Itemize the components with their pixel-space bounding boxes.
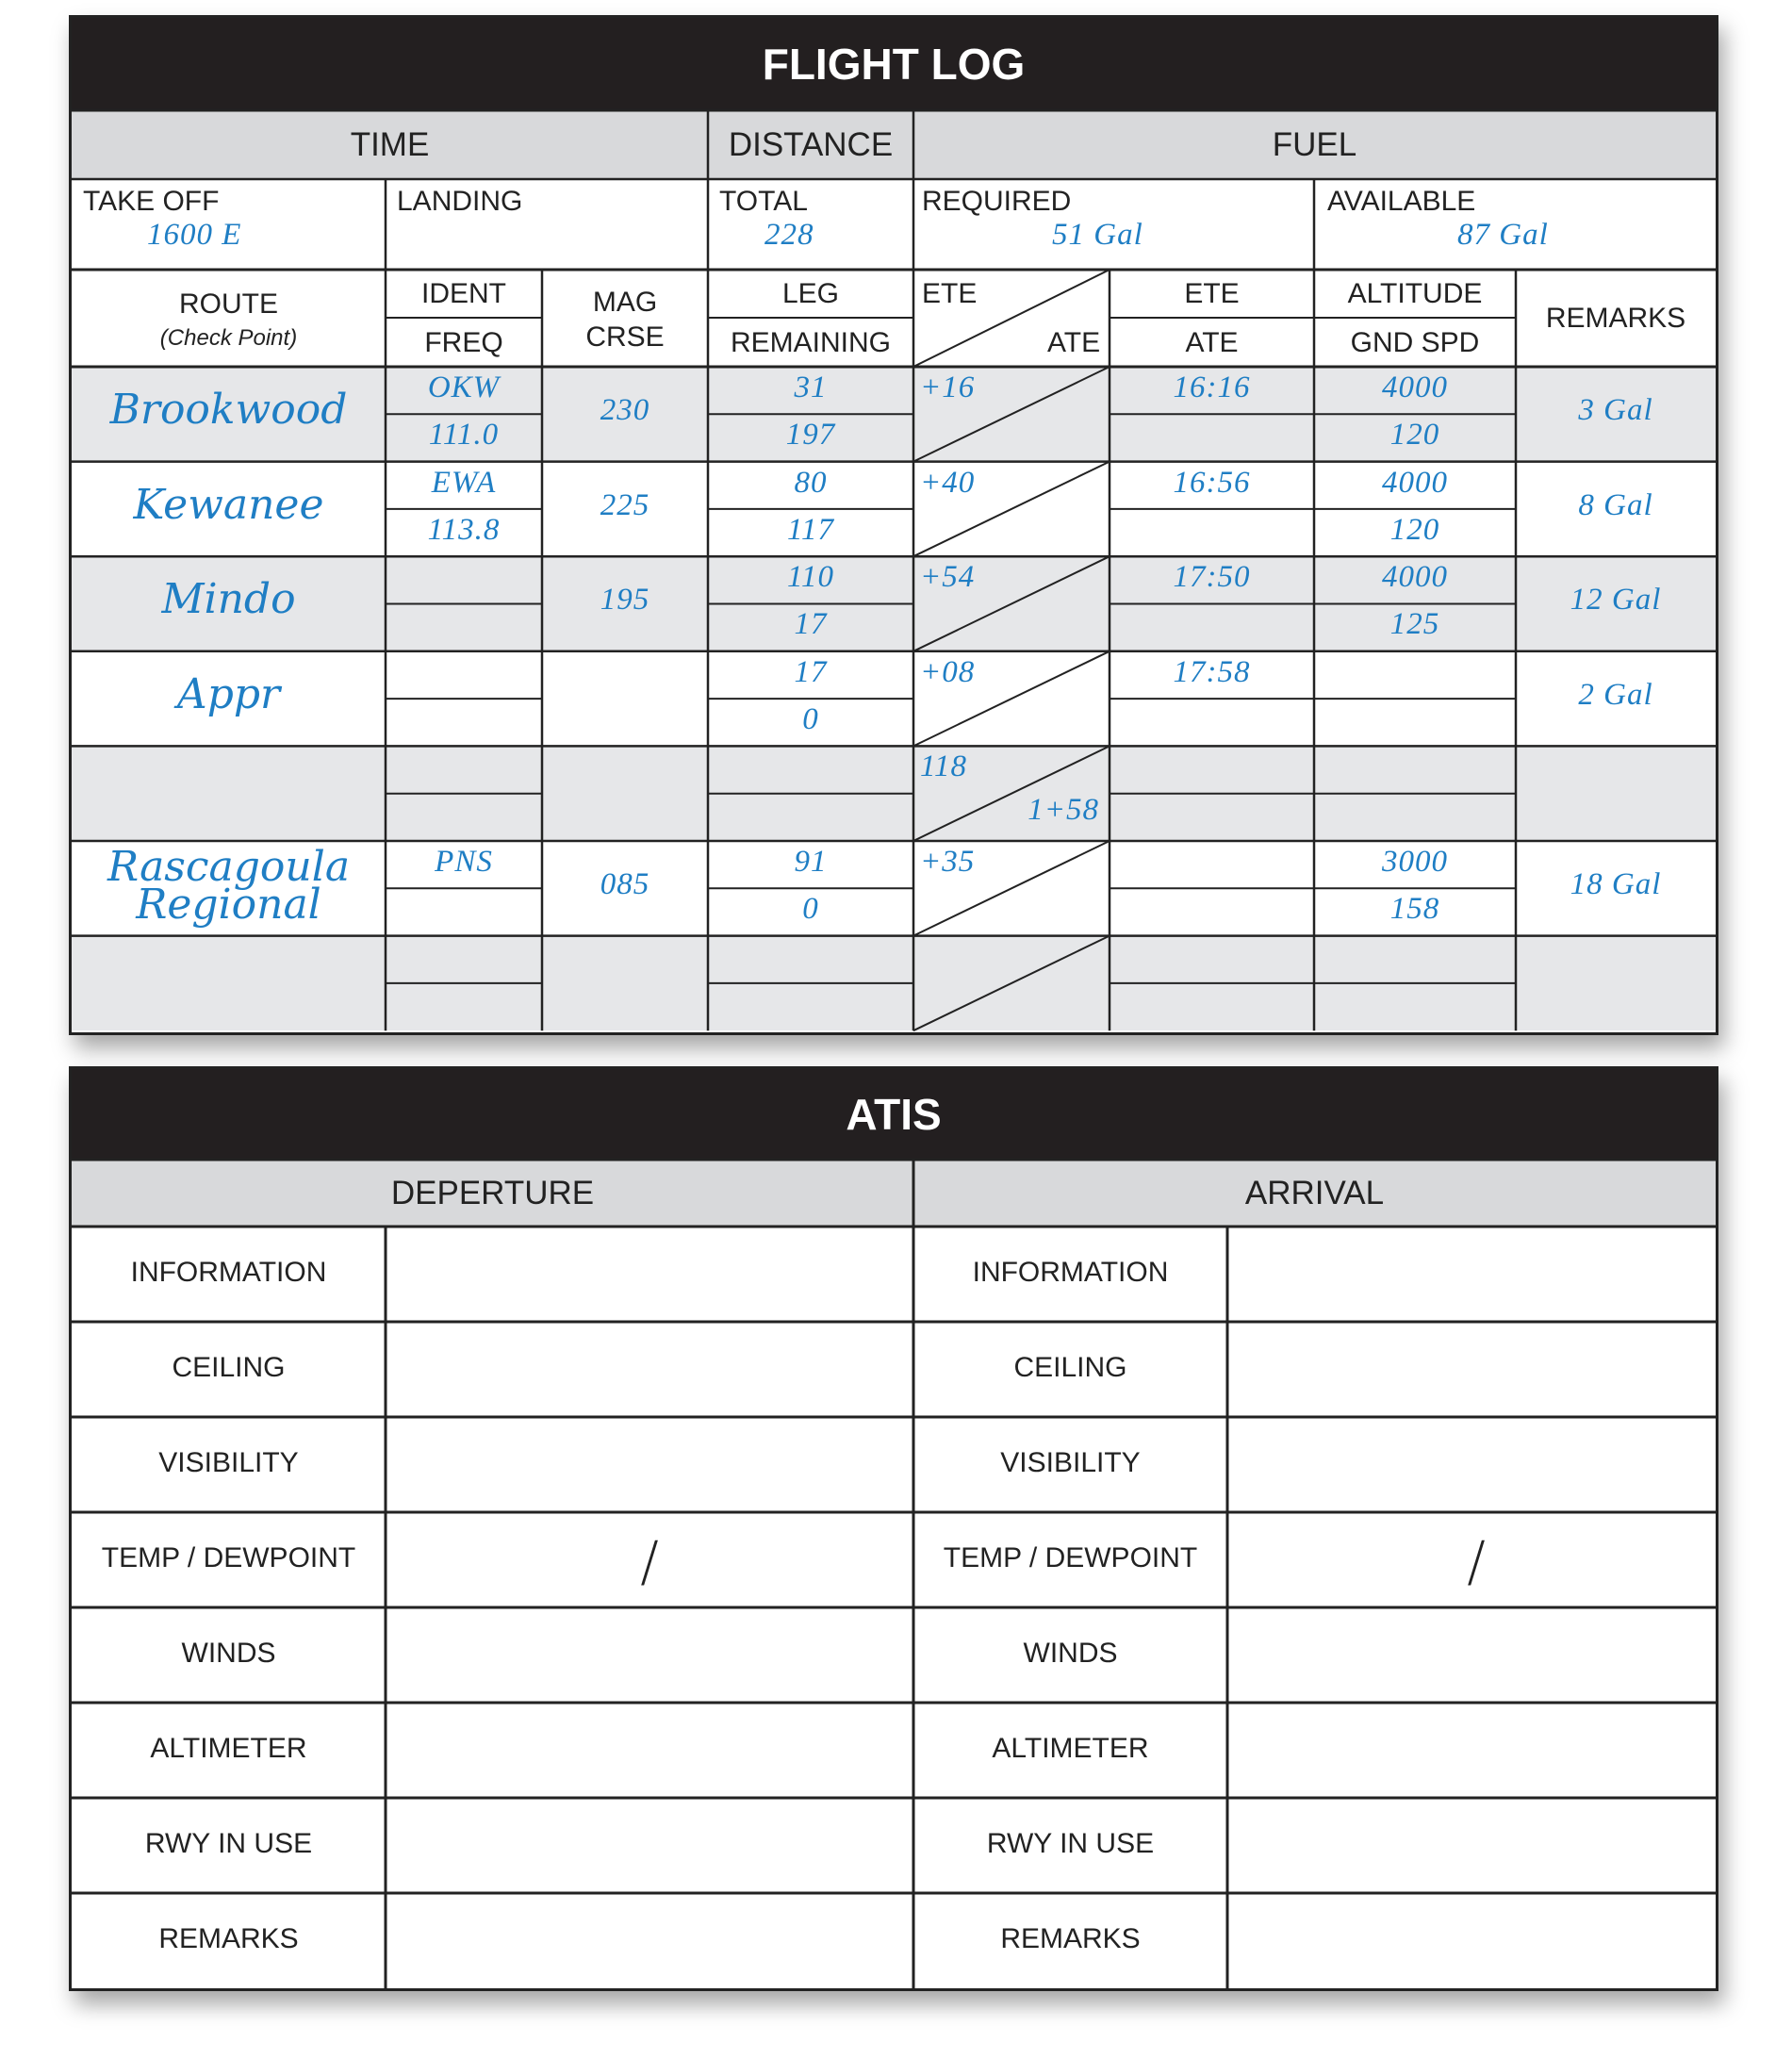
eta-cell[interactable]: 16:16 (1173, 371, 1251, 404)
available-value[interactable]: 87 Gal (1457, 218, 1549, 252)
freq-cell[interactable]: 111.0 (428, 418, 500, 452)
route-checkpoint[interactable]: Regional (136, 881, 321, 929)
leg-cell[interactable]: 80 (794, 465, 828, 500)
atis-departure-label: WINDS (181, 1638, 276, 1669)
altitude-cell[interactable]: 3000 (1382, 845, 1448, 879)
col-remarks: REMARKS (1545, 303, 1686, 334)
atis-arrival-label: WINDS (1023, 1638, 1118, 1669)
col-check-point: (Check Point) (159, 325, 298, 351)
gnd-spd-cell[interactable]: 120 (1389, 512, 1440, 547)
route-checkpoint[interactable]: Mindo (161, 575, 296, 624)
temp-dewpoint-slash: / (1467, 1529, 1486, 1593)
atis-arrival-label: TEMP / DEWPOINT (943, 1542, 1198, 1573)
remarks-cell[interactable]: 18 Gal (1570, 867, 1662, 901)
atis-departure-value-field[interactable] (388, 1800, 911, 1891)
atis-departure-value-field[interactable] (388, 1895, 911, 1986)
remarks-cell[interactable]: 8 Gal (1578, 487, 1653, 522)
atis-departure-header: DEPERTURE (390, 1175, 595, 1211)
atis-departure-value-field[interactable] (388, 1228, 911, 1320)
flight-log-card (69, 15, 1718, 1035)
atis-departure-value-field[interactable] (388, 1419, 911, 1510)
atis-card (69, 1066, 1718, 1991)
eta-cell[interactable]: 16:56 (1173, 465, 1251, 500)
leg-cell[interactable]: 91 (794, 845, 828, 879)
take-off-value[interactable]: 1600 E (147, 218, 242, 252)
atis-arrival-label: INFORMATION (972, 1257, 1169, 1288)
altitude-cell[interactable]: 4000 (1382, 465, 1448, 500)
section-fuel: FUEL (1272, 126, 1357, 163)
col-gnd-spd: GND SPD (1350, 327, 1480, 358)
atis-departure-label: INFORMATION (130, 1257, 327, 1288)
atis-arrival-value-field[interactable] (1230, 1419, 1713, 1510)
remarks-cell[interactable]: 2 Gal (1578, 677, 1653, 712)
col-crse: CRSE (585, 321, 665, 353)
freq-cell[interactable]: 113.8 (427, 512, 501, 547)
col-freq: FREQ (424, 327, 503, 358)
atis-arrival-label: REMARKS (1000, 1923, 1141, 1954)
eta-cell[interactable]: 17:58 (1173, 654, 1251, 689)
ete-cell[interactable]: +08 (920, 654, 976, 689)
remarks-cell[interactable]: 12 Gal (1570, 583, 1662, 618)
altitude-cell[interactable]: 4000 (1382, 371, 1448, 404)
available-label: AVAILABLE (1327, 186, 1476, 217)
gnd-spd-cell[interactable]: 158 (1389, 892, 1440, 926)
atis-departure-value-field[interactable] (388, 1609, 911, 1701)
altitude-cell[interactable]: 4000 (1382, 560, 1448, 595)
flight-log-title: FLIGHT LOG (72, 18, 1716, 110)
mag-crse-cell[interactable]: 085 (600, 867, 650, 901)
col-ete-1: ETE (922, 278, 978, 309)
mag-crse-cell[interactable]: 225 (600, 487, 650, 522)
col-ate-1: ATE (1047, 327, 1101, 358)
section-time: TIME (350, 126, 430, 163)
required-label: REQUIRED (922, 186, 1072, 217)
ete-cell[interactable]: 118 (920, 749, 968, 784)
atis-departure-value-field[interactable] (388, 1705, 911, 1796)
leg-cell[interactable]: 110 (786, 560, 835, 595)
remaining-cell[interactable]: 17 (794, 607, 828, 642)
ident-cell[interactable]: OKW (427, 371, 501, 404)
ete-ate-diagonal (913, 936, 1110, 1031)
atis-title: ATIS (72, 1069, 1716, 1160)
atis-departure-label: RWY IN USE (144, 1828, 313, 1859)
col-ident: IDENT (421, 278, 506, 309)
route-checkpoint[interactable]: Appr (176, 669, 281, 718)
mag-crse-cell[interactable]: 230 (600, 393, 650, 427)
remaining-cell[interactable]: 197 (785, 418, 836, 452)
leg-cell[interactable]: 17 (794, 654, 828, 689)
ete-cell[interactable]: +16 (920, 371, 976, 404)
remarks-cell[interactable]: 3 Gal (1578, 393, 1653, 427)
mag-crse-cell[interactable]: 195 (600, 583, 650, 618)
atis-departure-label: CEILING (172, 1352, 286, 1383)
total-label: TOTAL (719, 186, 808, 217)
leg-cell[interactable]: 31 (794, 371, 828, 404)
atis-arrival-value-field[interactable] (1230, 1895, 1713, 1986)
route-checkpoint[interactable]: Brookwood (109, 386, 348, 434)
ident-cell[interactable]: EWA (431, 465, 497, 500)
gnd-spd-cell[interactable]: 125 (1389, 607, 1440, 642)
required-value[interactable]: 51 Gal (1052, 218, 1143, 252)
total-value[interactable]: 228 (764, 218, 814, 252)
atis-arrival-label: VISIBILITY (1000, 1447, 1141, 1478)
atis-arrival-header: ARRIVAL (1244, 1175, 1385, 1211)
col-altitude: ALTITUDE (1347, 278, 1483, 309)
atis-arrival-value-field[interactable] (1230, 1609, 1713, 1701)
take-off-label: TAKE OFF (83, 186, 220, 217)
atis-arrival-value-field[interactable] (1230, 1324, 1713, 1415)
col-remaining: REMAINING (730, 327, 891, 358)
atis-arrival-label: ALTIMETER (992, 1733, 1149, 1764)
col-route: ROUTE (179, 288, 278, 320)
atis-departure-value-field[interactable] (388, 1324, 911, 1415)
ate-cell[interactable]: 1+58 (1028, 793, 1099, 828)
atis-departure-label: ALTIMETER (150, 1733, 307, 1764)
remaining-cell[interactable]: 0 (802, 892, 819, 926)
landing-label: LANDING (397, 186, 523, 217)
route-checkpoint[interactable]: Rascagoula (107, 843, 351, 891)
atis-arrival-label: CEILING (1013, 1352, 1127, 1383)
atis-arrival-value-field[interactable] (1230, 1228, 1713, 1320)
col-ate-2: ATE (1185, 327, 1239, 358)
remaining-cell[interactable]: 117 (786, 512, 835, 547)
section-distance: DISTANCE (728, 126, 894, 163)
atis-arrival-value-field[interactable] (1230, 1705, 1713, 1796)
col-ete-2: ETE (1184, 278, 1240, 309)
ete-cell[interactable]: +40 (920, 465, 976, 500)
ete-cell[interactable]: +35 (920, 845, 976, 879)
atis-departure-label: VISIBILITY (158, 1447, 299, 1478)
atis-arrival-label: RWY IN USE (986, 1828, 1155, 1859)
ident-cell[interactable]: PNS (435, 845, 493, 879)
gnd-spd-cell[interactable]: 120 (1389, 418, 1440, 452)
ete-cell[interactable]: +54 (920, 560, 976, 595)
col-mag: MAG (592, 287, 658, 318)
route-checkpoint[interactable]: Kewanee (133, 480, 324, 529)
atis-departure-label: TEMP / DEWPOINT (101, 1542, 356, 1573)
atis-departure-label: REMARKS (158, 1923, 299, 1954)
col-leg: LEG (781, 278, 840, 309)
remaining-cell[interactable]: 0 (802, 701, 819, 736)
atis-arrival-value-field[interactable] (1230, 1800, 1713, 1891)
temp-dewpoint-slash: / (640, 1529, 659, 1593)
eta-cell[interactable]: 17:50 (1173, 560, 1251, 595)
